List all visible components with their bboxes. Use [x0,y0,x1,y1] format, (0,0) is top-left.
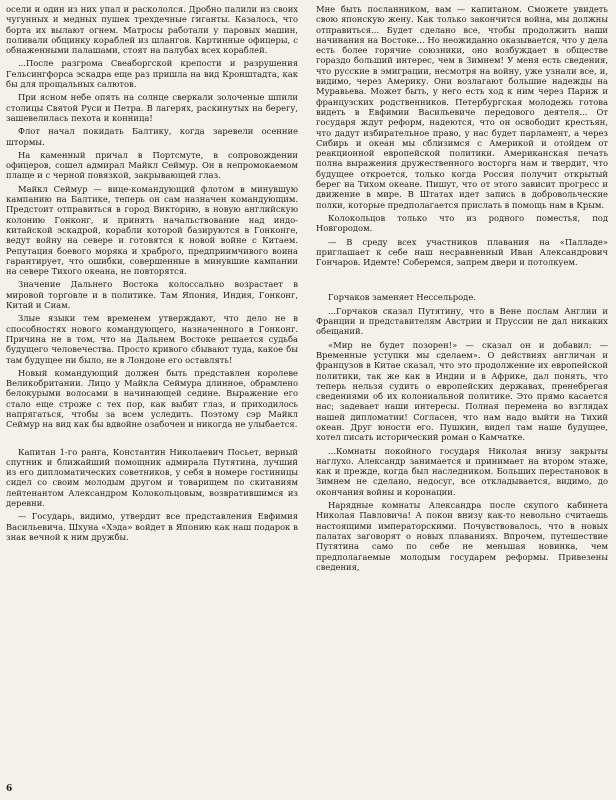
paragraph: Новый командующий должен быть представлен королеве Великобритании. Лицо у Майкла Сеймура длинное, обрамлено белокурыми волосами в начинающей седине. Выражение его стало еще строже с тех пор, как выбит глаз, и приходилось напрягаться, чтобы за всем уследить. Поэтому сэр Майкл Сеймур на вид как бы вдвойне озабочен и никогда не улыбается. [6,367,298,430]
paragraph: На каменный причал в Портсмуте, в сопровождении офицеров, сошел адмирал Майкл Сеймур. Он в непромокаемом плаще и с черной повязкой, закрывающей глаз. [6,149,298,181]
section-break [316,270,608,292]
paragraph: Горчаков заменяет Нессельроде. [328,292,476,303]
paragraph: Злые языки тем временем утверждают, что дело не в способностях нового командующего, назначенного в Гонконг. Причина не в том, что на Дальнем Востоке решается судьба будущего человечества. Просто кривого сбывают туда, какое бы там будущее ни было, не в Лондоне его оставлять! [6,313,298,365]
paragraph: Мне быть посланником, вам — капитаном. Сможете увидеть свою японскую жену. Как только закончится война, мы должны отправиться... Будет сделано все, чтобы продолжить наши начинания на Востоке... Но неожиданно оказывается, что у дела есть более горячие союзники, оно возбуждает в обществе гораздо больший интерес, чем в Зимнем! У меня есть сведения, что русские в эмиграции, несмотря на войну, уже узнали все, и, видимо, через Америку. Они возлагают большие надежды на Муравьева. Может быть, у него есть ход к ним через Париж и французских родственников. Петербургская молодежь готова видеть в Евфимии Васильевиче передового деятеля... От государя ждут реформ, надеются, что он освободит крестьян, что дадут избирательное право, у нас будет парламент, а через Сибирь и океан мы сблизимся с Америкой и отойдем от реакционной европейской политики. Американская печать полна выражения дружественного восторга нам и твердит, что будущее откроется, только когда Россия получит открытый берег на Тихом океане. Пишут, что от этого зависит прогресс и движение в мире. В Штатах идет запись в добровольческие полки, которые предполагается прислать в помощь нам в Крым. [316,4,608,210]
paragraph: ...Комнаты покойного государя Николая внизу закрыты наглухо. Александр занимается и принимает на втором этаже, как и прежде, когда был наследником. Больших перестановок в Зимнем не сделано, недосуг, все откладывается, видимо, до окончания войны и коронации. [316,445,608,497]
paragraph: Значение Дальнего Востока колоссально возрастает в мировой торговле и в политике. Там Япония, Индия, Гонконг, Китай и Сиам. [6,279,298,311]
left-column [6,4,298,545]
paragraph: Флот начал покидать Балтику, когда заревели осенние штормы. [6,126,298,147]
paragraph: Капитан 1-го ранга, Константин Николаевич Посьет, верный спутник и ближайший помощник адмирала Путятина, лучший из его дипломатических советников, у себя в номере гостиницы сидел со своим молодым другом и товарищем по скитаниям лейтенантом Александром Колокольцовым, возвратившимся из деревни. [6,446,298,509]
paragraph: «Мир не будет позорен!» — сказал он и добавил: — Временные уступки мы сделаем». О действиях англичан и французов в Китае сказал, что это продолжение их европейской политики, так же как в Индии и в Африке, дал понять, что теперь нельзя судить о европейских державах, пренебрегая сведениями об их колониальной политике. Это прямо касается нас; задевает наши интересы. Полная перемена во взглядах нашей дипломатии! Согласен, что нам надо выйти на Тихий океан. Друг юности его. Пушкин, видел там наше будущее, хотел писать исторический роман о Камчатке. [316,339,608,443]
paragraph: осели и один из них упал и раскололся. Дробно палили из своих чугунных и медных пушек трехдечные гиганты. Казалось, что борта их вылают огнем. Матросы работали у паровых машин, поливали общинку кораблей из шлангов. Картинные офицеры, с обнаженными палашами, стоят на палубах всех кораблей. [6,4,298,56]
section-break [6,433,298,447]
paragraph: — В среду всех участников плавания на «Палладе» приглашает к себе наш несравненный Иван Александрович Гончаров. Идемте! Соберемся, запрем двери и потолкуем. [316,236,608,268]
paragraph: ...Горчаков сказал Путятину, что в Вене послам Англии и Франции и представителям Австрии и Пруссии не дал никаких обещаний. [316,305,608,337]
paragraph: Майкл Сеймур — вице-командующий флотом в минувшую кампанию на Балтике, теперь он сам назначен командующим. Предстоит отправиться в город Викторию, в новую английскую колонию Гонконг, и принять начальствование над индо-китайской эскадрой, корабли которой базируются в Гонконге, ведут войну на севере и готовятся к новой войне с Китаем. Репутация боевого моряка и храброго, предприимчивого воина гарантирует, что ошибки, совершенные в минувшие кампании на севере Тихого океана, не повторятся. [6,183,298,277]
paragraph: Колокольцов только что из родного поместья, под Новгородом. [316,212,608,234]
paragraph: ...После разгрома Свеаборгской крепости и разрушения Гельсингфорса эскадра еще раз пришла на вид Кронштадта, как бы для прощальных салютов. [6,58,298,90]
paragraph: — Государь, видимо, утвердит все представления Евфимия Васильевича. Шхуна «Хэда» войдет в Японию как наш подарок в знак вечной к ним дружбы. [6,511,298,542]
paragraph: Нарядные комнаты Александра после скупого кабинета Николая Павловича! А покои внизу как-то невольно считаешь настоящими императорскими. Почувствовалось, что в новых палатах заговорят о новых плаваниях. Впрочем, путешествие Путятина само по себе не меньшая новинка, чем предполагаемые молодым государем реформы. Привезены сведения, [316,500,608,572]
page-number: 6 [6,784,13,794]
paragraph: При ясном небе опять на солнце сверкали золоченые шпили столицы Святой Руси и Петра. В лагерях, раскинутых на берегу, зашевелилась пехота и конница! [6,92,298,123]
right-column [316,4,608,575]
